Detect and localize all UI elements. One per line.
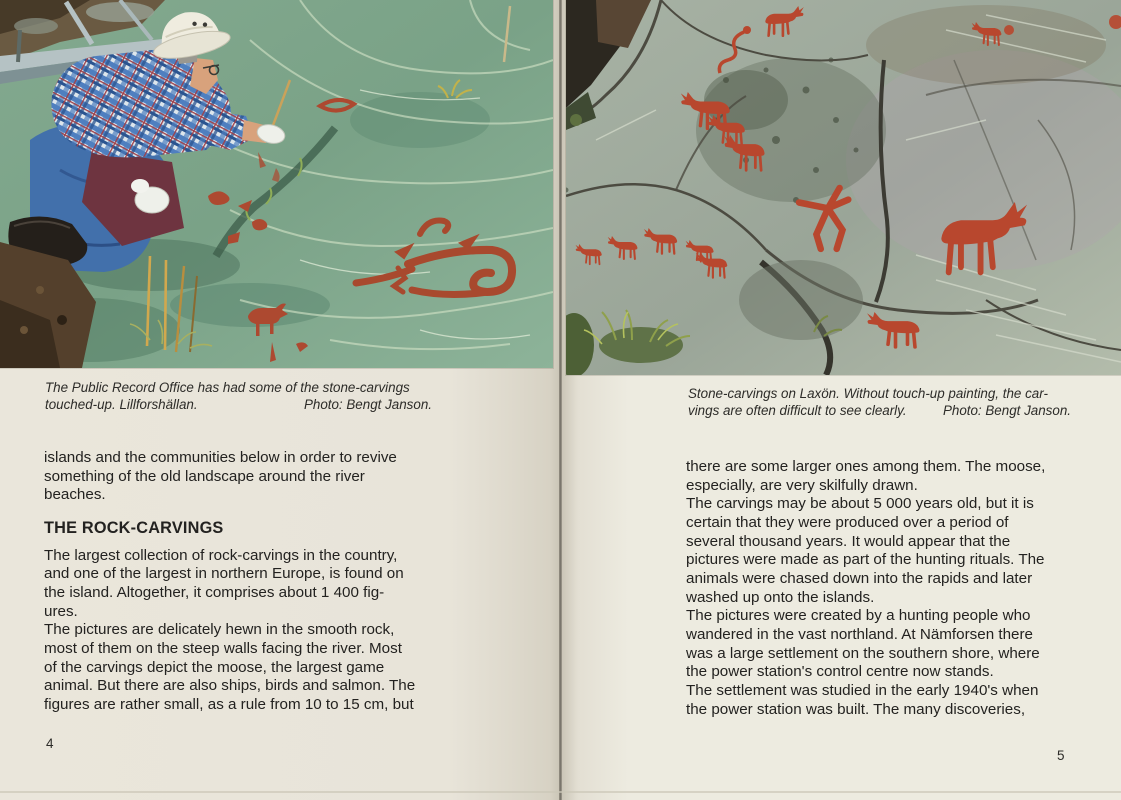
text-line: The settlement was studied in the early 1940's when [686, 681, 1039, 699]
text-line: pictures were made as part of the hunting rituals. The [686, 551, 1045, 569]
page-number-right: 5 [1057, 748, 1065, 763]
paragraph [686, 607, 1071, 682]
text-line: there are some larger ones among them. The moose, [686, 458, 1046, 475]
caption-line: vings are often difficult to see clearly. [688, 403, 907, 419]
text-line: The pictures are delicately hewn in the smooth rock, [44, 621, 395, 639]
page-number-left: 4 [46, 736, 54, 751]
text-line: certain that they were produced over a period of [686, 513, 1009, 531]
text-line: figures are rather small, as a rule from 10 to 15 cm, but [44, 695, 414, 713]
photo-credit: Photo: Bengt Janson. [303, 397, 432, 413]
rock-face [566, 0, 1121, 375]
text-line: The pictures were created by a hunting people who [686, 607, 1031, 625]
right-photo [566, 0, 1121, 375]
caption-line: Stone-carvings on Laxön. Without touch-up painting, the car- [688, 386, 1048, 401]
text-line: the power station's control centre now stands. [686, 663, 994, 681]
paragraph [686, 458, 1071, 495]
text-line: wandered in the vast northland. At Nämforsen there [686, 625, 1033, 643]
photo-credit: Photo: Bengt Janson. [942, 403, 1071, 419]
text-line: something of the old landscape around the river [44, 467, 365, 485]
paragraph [44, 621, 432, 714]
text-line: most of them on the steep walls facing the river. Most [44, 639, 402, 657]
text-line: of the carvings depict the moose, the largest game [44, 658, 385, 676]
left-photo-illustration [0, 0, 553, 368]
right-photo-caption [688, 385, 1071, 419]
text-line: and one of the largest in northern Europe, is found on [44, 565, 404, 583]
text-line: animals were chased down into the rapids and later [686, 569, 1033, 587]
text-line: ures. [44, 602, 78, 620]
scan-edge [0, 791, 1121, 793]
left-text-column [44, 449, 432, 715]
paragraph [686, 495, 1071, 607]
text-line: the power station was built. The many discoveries, [686, 700, 1026, 718]
section-heading: THE ROCK-CARVINGS [44, 518, 224, 537]
book-spine-gutter [559, 0, 562, 800]
left-photo-caption [45, 379, 432, 413]
text-line: beaches. [44, 486, 106, 504]
text-line: islands and the communities below in order to revive [44, 449, 397, 466]
right-photo-illustration [566, 0, 1121, 375]
text-line: washed up onto the islands. [686, 588, 875, 606]
paragraph [686, 682, 1071, 719]
text-line: animal. But there are also ships, birds and salmon. The [44, 677, 416, 695]
text-line: the island. Altogether, it comprises about 1 400 fig- [44, 583, 385, 601]
left-photo [0, 0, 553, 368]
text-line: The largest collection of rock-carvings in the country, [44, 546, 398, 564]
text-line: especially, are very skilfully drawn. [686, 476, 918, 494]
paragraph [44, 547, 432, 622]
caption-line: The Public Record Office has had some of the stone-carvings [45, 380, 410, 395]
text-line: The carvings may be about 5 000 years old, but it is [686, 495, 1034, 513]
right-text-column [686, 458, 1071, 719]
paragraph [44, 449, 432, 505]
caption-line: touched-up. Lillforshällan. [45, 397, 198, 413]
text-line: several thousand years. It would appear that the [686, 532, 1011, 550]
text-line: was a large settlement on the southern shore, where [686, 644, 1040, 662]
